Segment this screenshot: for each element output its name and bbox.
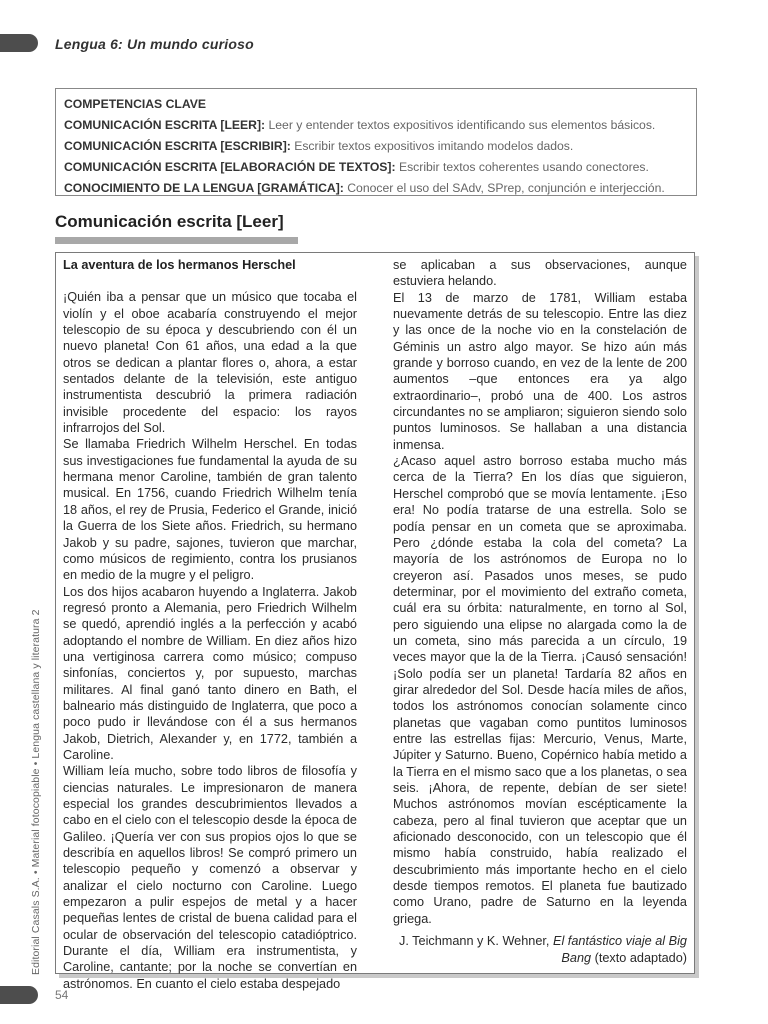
paragraph: Los dos hijos acabaron huyendo a Inglaterra. Jakob regresó pronto a Alemania, pero Friedrich Wilhelm se quedó, aprendió inglés a la perfección y acabó adoptando el nombre de William. En diez años hizo una vertiginosa carrera como músico; compuso sinfonías, conciertos y, por supuesto, marchas militares. Al final ganó tanto dinero en Bath, el balneario más distinguido de Inglaterra, que poco a poco pudo ir llevándose con él a sus hermanos Jakob, Dietrich, Alexander y, en 1772, también a Caroline. (63, 584, 357, 762)
paragraph: William leía mucho, sobre todo libros de filosofía y ciencias naturales. Le impresionaron de manera especial los grandes descubrimientos llevados a cabo en el cielo con el telescopio desde la época de Galileo. ¡Quería ver con sus propios ojos lo que se describía en aquellos libros! Se compró primero un telescopio pequeño y comenzó a observar y analizar el cielo nocturno con Caroline. Luego empezaron a pulir espejos de metal y a hacer pequeñas lentes de cristal de buena calidad para el ocular de observación del telescopio catadióptrico. Durante el día, William era instrumentista, y Caroline, cantante; por la noche se convertían en astrónomos. En cuanto el cielo estaba despejado (63, 764, 357, 991)
competencia-item (64, 115, 688, 136)
section-underline-bar (55, 237, 298, 244)
reading-box (55, 252, 695, 991)
competencia-text: Escribir textos coherentes usando conectores. (398, 160, 649, 174)
citation-book: El fantástico viaje al Big Bang (553, 934, 687, 965)
citation-note: (texto adaptado) (594, 951, 687, 965)
competencia-item (64, 178, 688, 196)
competencia-text: Leer y entender textos expositivos identificando sus elementos básicos. (268, 118, 656, 132)
competencia-item (64, 136, 688, 157)
competencias-heading: COMPETENCIAS CLAVE (64, 97, 206, 111)
page-number: 54 (55, 988, 69, 1002)
side-publisher-text: Editorial Casals S.A. • Material fotocopiable • Lengua castellana y literatura 2 (30, 609, 42, 975)
paragraph: ¡Quién iba a pensar que un músico que tocaba el violín y el oboe acabaría construyendo el mejor telescopio de su época y descubriendo con él un nuevo planeta! Con 61 años, una edad a la que otros se dedican a plantar flores o, ahora, a estar sentados delante de la televisión, este antiguo instrumentista descubrió la primera radiación invisible procedente del espacio: los rayos infrarrojos del Sol. (63, 290, 357, 436)
competencia-label: COMUNICACIÓN ESCRITA [ESCRIBIR]: (64, 139, 291, 153)
unit-title: Lengua 6: Un mundo curioso (55, 36, 254, 52)
paragraph: se aplicaban a sus observaciones, aunque estuviera helando. (393, 258, 687, 289)
reading-column-left (63, 257, 357, 992)
citation (393, 933, 687, 967)
page-tab-marker-top (0, 34, 38, 52)
competencia-label: COMUNICACIÓN ESCRITA [ELABORACIÓN DE TEXTOS]: (64, 160, 396, 174)
section-title: Comunicación escrita [Leer] (55, 212, 284, 231)
competencia-item (64, 157, 688, 178)
competencia-text: Escribir textos expositivos imitando modelos dados. (294, 139, 574, 153)
competencia-text: Conocer el uso del SAdv, SPrep, conjunción e interjección. (347, 181, 665, 195)
paragraph: Se llamaba Friedrich Wilhelm Herschel. En todas sus investigaciones fue fundamental la ayuda de su hermana menor Caroline, también de gran talento musical. En 1756, cuando Friedrich Wilhelm tenía 18 años, el rey de Prusia, Federico el Grande, inició la Guerra de los Siete años. Friedrich, su hermano Jakob y su padre, sajones, tuvieron que marchar, como músicos de regimiento, contra los prusianos en medio de la mugre y el peligro. (63, 437, 357, 583)
competencias-box (55, 88, 697, 196)
competencia-label: COMUNICACIÓN ESCRITA [LEER]: (64, 118, 266, 132)
citation-authors: J. Teichmann y K. Wehner, (399, 934, 550, 948)
paragraph: ¿Acaso aquel astro borroso estaba mucho más cerca de la Tierra? En los días que siguieron, Herschel comprobó que se movía lentamente. ¡Eso era! No podía tratarse de una estrella. Solo se podía pensar en un cometa que se aproximaba. Pero ¿dónde estaba la cola del cometa? La mayoría de los astrónomos de Europa no lo creyeron así. Pasados unos meses, se pudo determinar, por el movimiento del extraño cometa, cuál era su órbita: naturalmente, en torno al Sol, pero siguiendo una elipse no alargada como la de un cometa, sino más parecida a un círculo, 19 veces mayor que la de la Tierra. ¡Causó sensación! ¡Solo podía ser un planeta! Tardaría 82 años en girar alrededor del Sol. Desde hacía miles de años, todos los astrónomos conocían solamente cinco planetas que vagaban como puntitos luminosos entre las estrellas fijas: Mercurio, Venus, Marte, Júpiter y Saturno. Bueno, Copérnico había metido a la Tierra en el mismo saco que a los planetas, o sea seis. ¡Ahora, de repente, debían de ser siete! Muchos astrónomos movían escépticamente la cabeza, pero al final tuvieron que aceptar que un aficionado desconocido, con un telescopio que él mismo había construido, había realizado el descubrimiento más importante hecho en el cielo desde tiempos remotos. El planeta fue bautizado como Urano, padre de Saturno en la leyenda griega. (393, 454, 687, 926)
page-tab-marker-bottom (0, 986, 38, 1004)
competencia-label: CONOCIMIENTO DE LA LENGUA [GRAMÁTICA]: (64, 181, 344, 195)
story-title: La aventura de los hermanos Herschel (63, 258, 296, 272)
reading-column-right (393, 257, 687, 927)
paragraph: El 13 de marzo de 1781, William estaba nuevamente detrás de su telescopio. Entre las diez y las once de la noche vio en la constelación de Géminis un astro algo mayor. Se hizo aún más grande y borroso cuando, en vez de la lente de 200 aumentos –que entonces era ya algo extraordinario–, probó una de 400. Los astros circundantes no se ampliaron; siguieron siendo solo puntos luminosos. Se hallaban a una distancia inmensa. (393, 290, 687, 452)
